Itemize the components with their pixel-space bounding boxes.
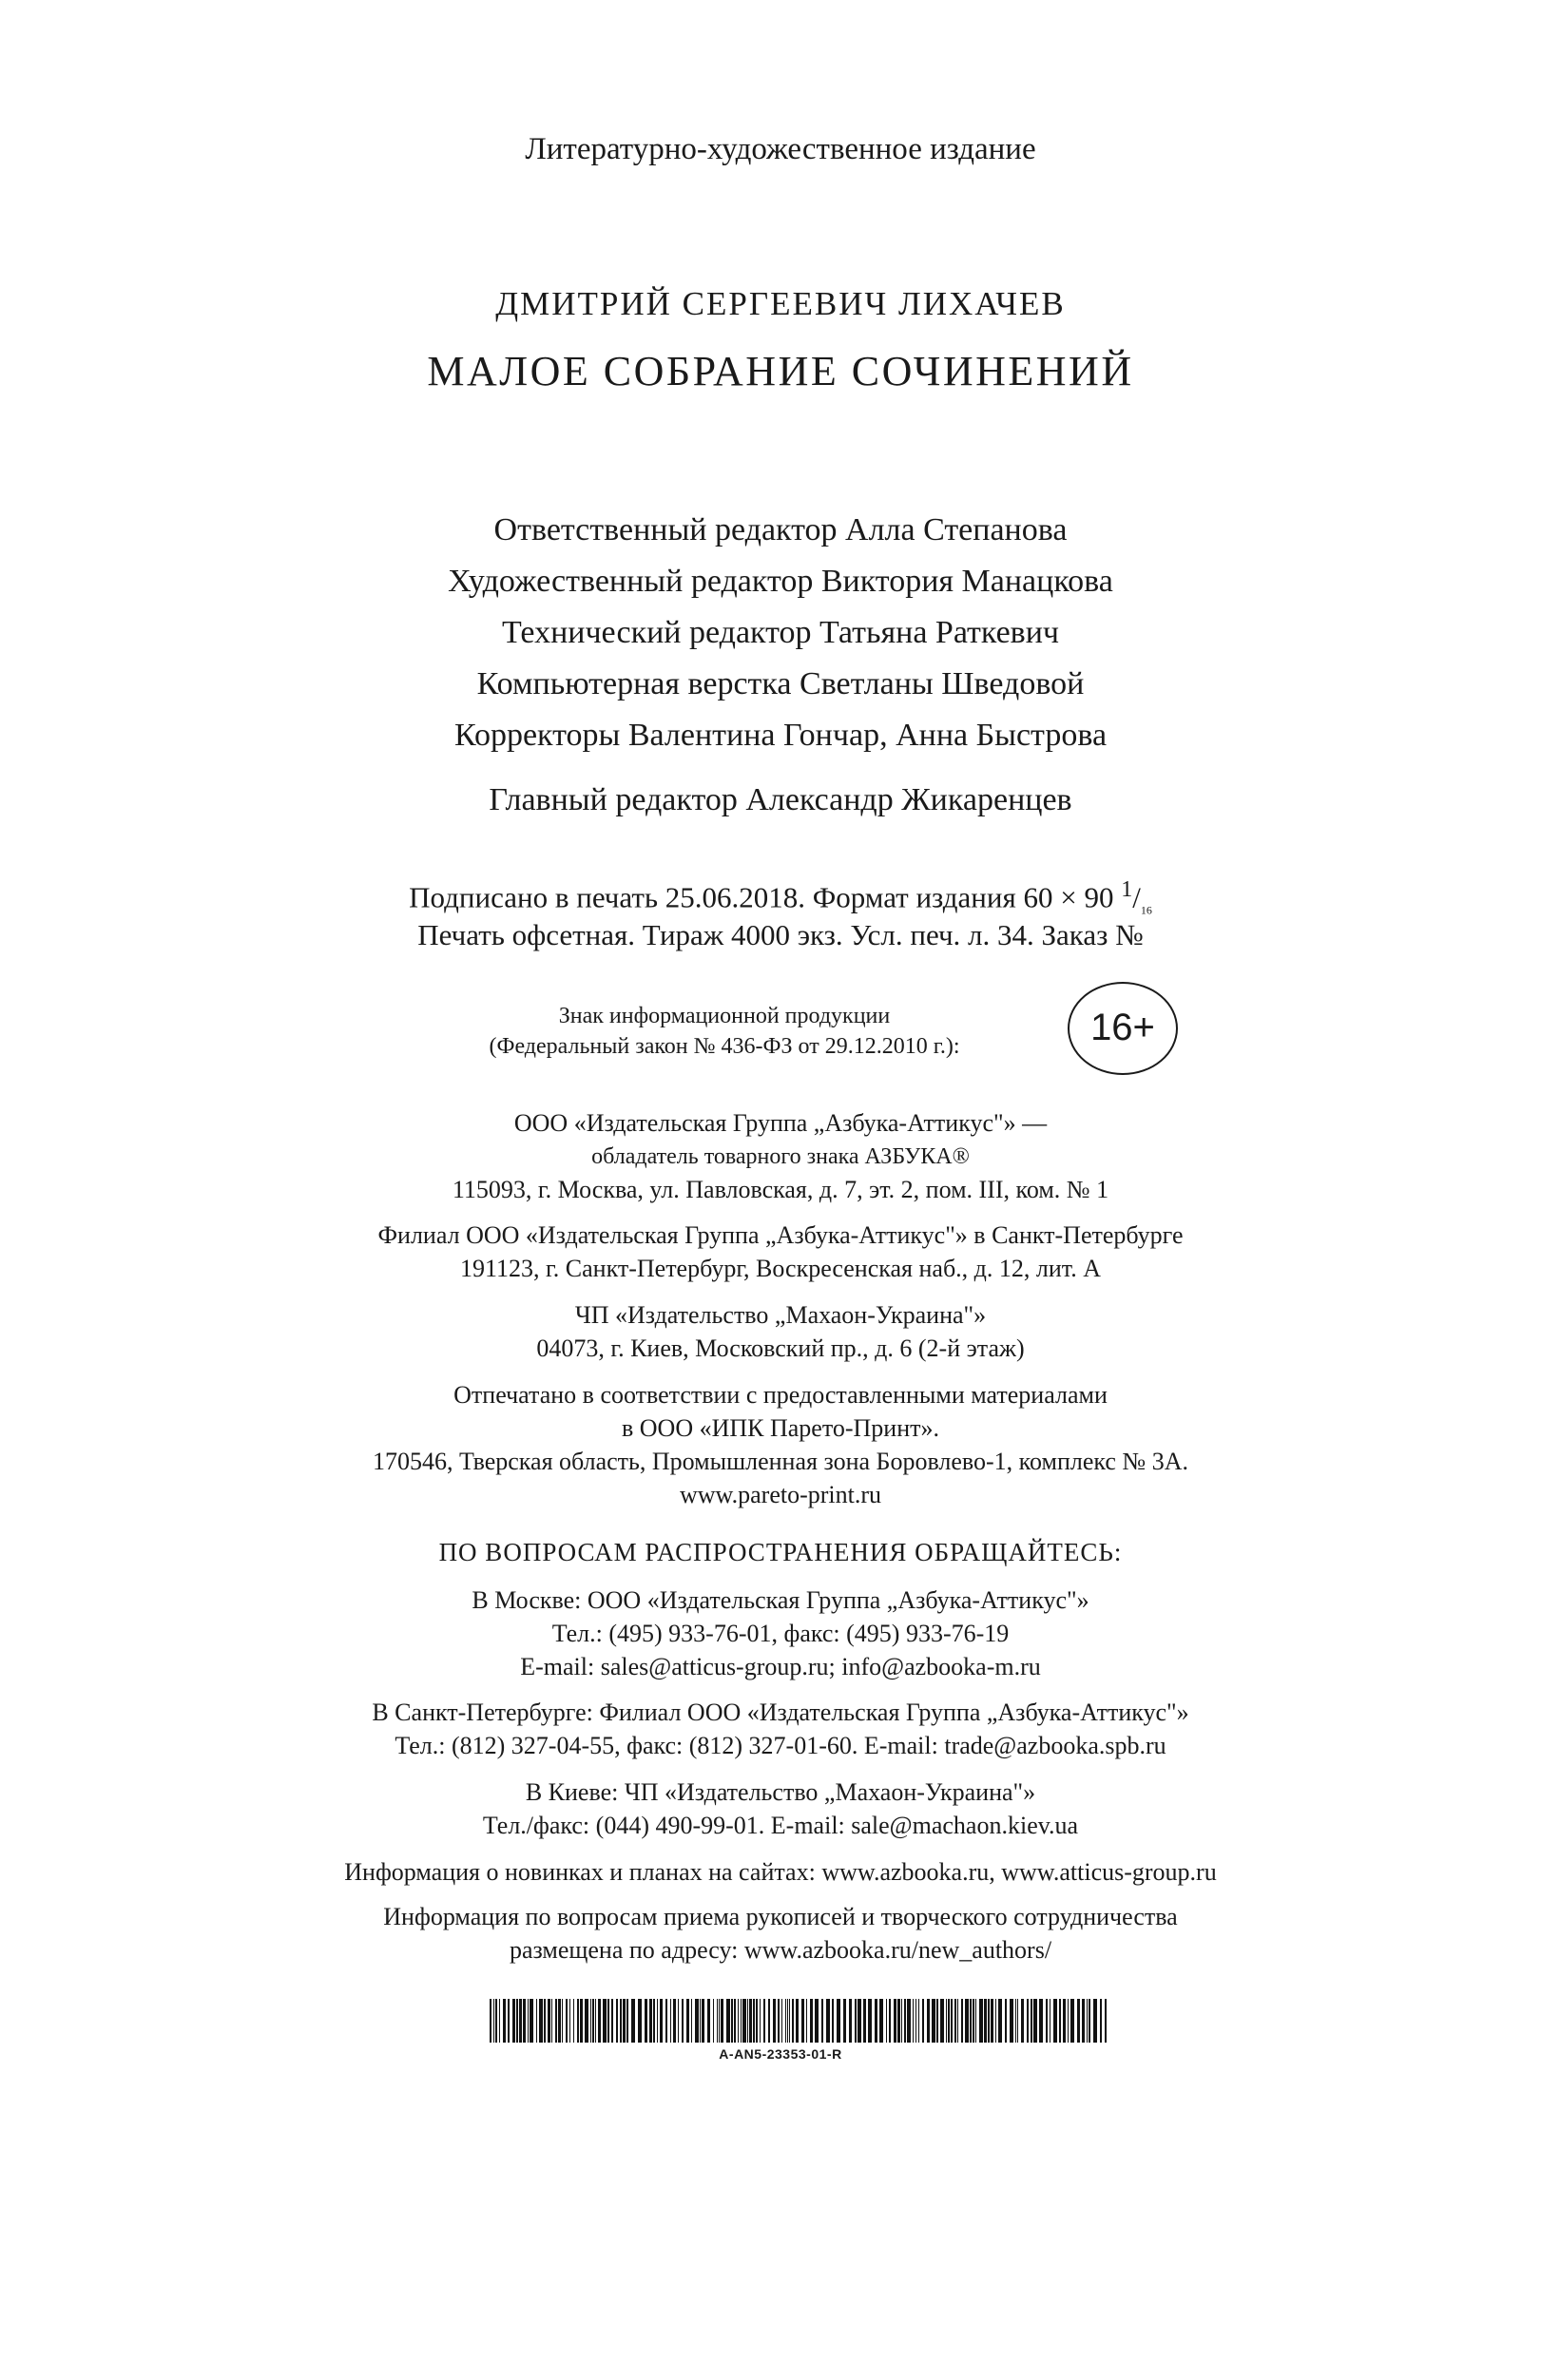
manuscripts-info-line2: размещена по адресу: www.azbooka.ru/new_authors/ — [509, 1936, 1052, 1964]
barcode-bar — [1105, 1999, 1107, 2043]
barcode-bar — [1087, 1999, 1088, 2043]
age-rating-label-line1: Знак информационной продукции — [558, 1004, 891, 1028]
print-info-text: Подписано в печать 25.06.2018. Формат издания 60 × 90 — [409, 880, 1122, 914]
barcode-bar — [747, 1999, 748, 2043]
barcode-bar — [954, 1999, 956, 2043]
barcode-bar — [855, 1999, 857, 2043]
barcode-bar — [801, 1999, 804, 2043]
barcode-bar — [645, 1999, 647, 2043]
printer-line: в ООО «ИПК Парето-Принт». — [621, 1414, 939, 1442]
barcode-bar — [592, 1999, 594, 2043]
websites-info: Информация о новинках и планах на сайтах: www.azbooka.ru, www.atticus-group.ru — [344, 1858, 1217, 1886]
barcode-bar — [1015, 1999, 1016, 2043]
barcode-bar — [1005, 1999, 1007, 2043]
barcode-bar — [702, 1999, 704, 2043]
barcode-bar — [889, 1999, 891, 2043]
barcode-bar — [530, 1999, 533, 2043]
barcode-bar — [721, 1999, 723, 2043]
print-info-line1: Подписано в печать 25.06.2018. Формат издания 60 × 90 $^1/_{16}$ — [409, 877, 1152, 917]
publisher-line: ООО «Издательская Группа „Азбука-Аттикус"» — — [513, 1109, 1048, 1137]
format-denominator: 16 — [1140, 903, 1152, 917]
barcode-bar — [975, 1999, 976, 2043]
barcode-bar — [970, 1999, 972, 2043]
credit-line: Художественный редактор Виктория Манацкова — [448, 564, 1113, 599]
barcode-bar — [904, 1999, 906, 2043]
barcode-bar — [585, 1999, 588, 2043]
barcode-bar — [1063, 1999, 1066, 2043]
barcode-bar — [536, 1999, 537, 2043]
barcode-bar — [756, 1999, 758, 2043]
barcode-bar — [763, 1999, 765, 2043]
barcode-bar — [1017, 1999, 1018, 2043]
barcode-bar — [731, 1999, 733, 2043]
barcode-bar — [611, 1999, 613, 2043]
barcode-bar — [691, 1999, 692, 2043]
branch-spb-line: Филиал ООО «Издательская Группа „Азбука-Аттикус"» в Санкт-Петербурге — [377, 1221, 1184, 1249]
barcode-bar — [539, 1999, 543, 2043]
barcode-bar — [951, 1999, 953, 2043]
publisher-address: 115093, г. Москва, ул. Павловская, д. 7, эт. 2, пом. III, ком. № 1 — [452, 1176, 1109, 1203]
barcode-bar — [673, 1999, 676, 2043]
barcode-bar — [607, 1999, 609, 2043]
barcode-bar — [580, 1999, 583, 2043]
barcode-bar — [508, 1999, 510, 2043]
barcode-bar — [707, 1999, 710, 2043]
barcode-bar — [832, 1999, 834, 2043]
printer-address: 170546, Тверская область, Промышленная зона Боровлево-1, комплекс № 3А. — [373, 1448, 1188, 1475]
barcode-bar — [523, 1999, 526, 2043]
barcode-bar — [490, 1999, 491, 2043]
branch-spb-address: 191123, г. Санкт-Петербург, Воскресенская наб., д. 12, лит. А — [460, 1255, 1101, 1282]
barcode-bar — [1070, 1999, 1074, 2043]
barcode-bar — [544, 1999, 546, 2043]
age-rating-label-line2: (Федеральный закон № 436-ФЗ от 29.12.2010 г.): — [489, 1034, 960, 1059]
barcode-bar — [719, 1999, 720, 2043]
barcode-bar — [781, 1999, 782, 2043]
barcode-bar — [879, 1999, 883, 2043]
barcode-bar — [1033, 1999, 1037, 2043]
author-name: ДМИТРИЙ СЕРГЕЕВИЧ ЛИХАЧЕВ — [495, 285, 1066, 322]
barcode-bar — [886, 1999, 887, 2043]
contacts-spb-phone: Тел.: (812) 327-04-55, факс: (812) 327-01-60. E-mail: trade@azbooka.spb.ru — [395, 1732, 1166, 1759]
barcode-bar — [897, 1999, 900, 2043]
barcode-bar — [768, 1999, 770, 2043]
barcode-bar — [573, 1999, 574, 2043]
barcode-bar — [948, 1999, 950, 2043]
credit-line: Корректоры Валентина Гончар, Анна Быстрова — [453, 718, 1108, 753]
barcode-bar — [1053, 1999, 1057, 2043]
barcode-bar — [995, 1999, 996, 2043]
barcode-bar — [665, 1999, 667, 2043]
barcode-bar — [922, 1999, 924, 2043]
barcode — [490, 1999, 1112, 2043]
barcode-bar — [773, 1999, 776, 2043]
publisher-line: обладатель товарного знака АЗБУКА® — [591, 1144, 970, 1169]
barcode-bar — [815, 1999, 819, 2043]
barcode-bar — [741, 1999, 742, 2043]
barcode-bar — [670, 1999, 671, 2043]
barcode-bar — [657, 1999, 658, 2043]
barcode-bar — [577, 1999, 579, 2043]
barcode-bar — [548, 1999, 550, 2043]
barcode-bar — [915, 1999, 916, 2043]
barcode-bar — [760, 1999, 761, 2043]
barcode-bar — [503, 1999, 506, 2043]
barcode-bar — [946, 1999, 947, 2043]
barcode-bar — [806, 1999, 807, 2043]
barcode-bar — [749, 1999, 752, 2043]
barcode-bar — [837, 1999, 840, 2043]
credit-line: Компьютерная верстка Светланы Шведовой — [476, 666, 1085, 701]
barcode-bar — [843, 1999, 846, 2043]
barcode-bar — [516, 1999, 518, 2043]
barcode-bar — [700, 1999, 701, 2043]
barcode-bar — [551, 1999, 552, 2043]
barcode-bar — [555, 1999, 557, 2043]
barcode-bar — [1089, 1999, 1090, 2043]
barcode-bar — [858, 1999, 861, 2043]
barcode-bar — [649, 1999, 652, 2043]
barcode-bar — [1031, 1999, 1032, 2043]
barcode-bar — [778, 1999, 780, 2043]
barcode-bar — [927, 1999, 930, 2043]
barcode-bar — [789, 1999, 790, 2043]
print-info-line2: Печать офсетная. Тираж 4000 экз. Усл. печ. л. 34. Заказ № — [417, 918, 1144, 951]
barcode-bar — [631, 1999, 635, 2043]
barcode-bar — [796, 1999, 799, 2043]
barcode-bar — [957, 1999, 958, 2043]
barcode-bar — [792, 1999, 794, 2043]
contacts-heading: ПО ВОПРОСАМ РАСПРОСТРАНЕНИЯ ОБРАЩАЙТЕСЬ: — [438, 1538, 1123, 1566]
barcode-bar — [849, 1999, 852, 2043]
ukraine-line: ЧП «Издательство „Махаон-Украина"» — [574, 1301, 987, 1329]
barcode-bar — [626, 1999, 628, 2043]
credit-line: Технический редактор Татьяна Раткевич — [501, 615, 1060, 650]
barcode-bar — [590, 1999, 591, 2043]
barcode-bar — [616, 1999, 618, 2043]
barcode-bar — [821, 1999, 823, 2043]
barcode-bar — [1093, 1999, 1097, 2043]
barcode-bar — [638, 1999, 642, 2043]
ukraine-address: 04073, г. Киев, Московский пр., д. 6 (2-й этаж) — [536, 1334, 1025, 1362]
barcode-bar — [965, 1999, 969, 2043]
book-title: МАЛОЕ СОБРАНИЕ СОЧИНЕНИЙ — [427, 348, 1134, 394]
contacts-moscow-line: В Москве: ООО «Издательская Группа „Азбука-Аттикус"» — [472, 1586, 1089, 1614]
barcode-bar — [603, 1999, 607, 2043]
barcode-bar — [1059, 1999, 1061, 2043]
barcode-bar — [875, 1999, 877, 2043]
barcode-bar — [695, 1999, 699, 2043]
series-label: Литературно-художественное издание — [525, 132, 1036, 166]
barcode-bar — [1077, 1999, 1080, 2043]
barcode-bar — [678, 1999, 679, 2043]
printer-line: Отпечатано в соответствии с предоставленными материалами — [453, 1381, 1108, 1409]
contacts-moscow-email: E-mail: sales@atticus-group.ru; info@azbooka-m.ru — [520, 1653, 1041, 1680]
barcode-bar — [569, 1999, 570, 2043]
barcode-bar — [936, 1999, 938, 2043]
barcode-bar — [499, 1999, 500, 2043]
barcode-bar — [894, 1999, 896, 2043]
contacts-kiev-phone: Тел./факс: (044) 490-99-01. E-mail: sale@machaon.kiev.ua — [482, 1812, 1079, 1839]
barcode-bar — [493, 1999, 494, 2043]
barcode-bar — [932, 1999, 935, 2043]
barcode-bar — [1027, 1999, 1029, 2043]
barcode-bar — [620, 1999, 622, 2043]
contacts-spb-line: В Санкт-Петербурге: Филиал ООО «Издательская Группа „Азбука-Аттикус"» — [372, 1699, 1189, 1726]
barcode-bar — [913, 1999, 914, 2043]
barcode-bar — [519, 1999, 522, 2043]
barcode-bar — [940, 1999, 944, 2043]
barcode-bar — [984, 1999, 987, 2043]
age-rating-label — [420, 1001, 1029, 1062]
barcode-bar — [753, 1999, 755, 2043]
barcode-bar — [1046, 1999, 1048, 2043]
barcode-bar — [998, 1999, 1002, 2043]
format-numerator: 1 — [1121, 877, 1133, 902]
barcode-bar — [660, 1999, 663, 2043]
barcode-bar — [979, 1999, 983, 2043]
barcode-bar — [868, 1999, 872, 2043]
barcode-bar — [1039, 1999, 1043, 2043]
barcode-bar — [566, 1999, 568, 2043]
barcode-bar — [826, 1999, 830, 2043]
barcode-bar — [512, 1999, 515, 2043]
barcode-bar — [810, 1999, 813, 2043]
chief-editor: Главный редактор Александр Жикаренцев — [489, 782, 1072, 817]
manuscripts-info-line1: Информация по вопросам приема рукописей и творческого сотрудничества — [383, 1903, 1178, 1930]
barcode-bar — [863, 1999, 866, 2043]
barcode-bar — [1100, 1999, 1102, 2043]
barcode-bar — [742, 1999, 746, 2043]
barcode-bar — [653, 1999, 655, 2043]
printer-website: www.pareto-print.ru — [679, 1481, 882, 1508]
barcode-bar — [1010, 1999, 1013, 2043]
barcode-bar — [713, 1999, 714, 2043]
barcode-bar — [562, 1999, 563, 2043]
credit-line: Ответственный редактор Алла Степанова — [493, 512, 1068, 547]
barcode-bar — [918, 1999, 919, 2043]
barcode-bar — [907, 1999, 911, 2043]
barcode-bar — [595, 1999, 596, 2043]
barcode-number: A-AN5-23353-01-R — [719, 2046, 842, 2062]
barcode-bar — [991, 1999, 993, 2043]
barcode-bar — [901, 1999, 902, 2043]
barcode-bar — [686, 1999, 689, 2043]
barcode-bar — [787, 1999, 788, 2043]
barcode-bar — [623, 1999, 626, 2043]
contacts-moscow-phone: Тел.: (495) 933-76-01, факс: (495) 933-76-19 — [551, 1620, 1010, 1647]
age-rating-badge: 16+ — [1068, 982, 1178, 1075]
barcode-bar — [988, 1999, 990, 2043]
barcode-bar — [738, 1999, 739, 2043]
barcode-bar — [726, 1999, 730, 2043]
contacts-kiev-line: В Киеве: ЧП «Издательство „Махаон-Украина"» — [525, 1778, 1036, 1806]
barcode-bar — [1082, 1999, 1085, 2043]
barcode-bar — [734, 1999, 736, 2043]
barcode-bar — [717, 1999, 718, 2043]
barcode-bar — [682, 1999, 684, 2043]
barcode-bar — [973, 1999, 974, 2043]
barcode-bar — [785, 1999, 786, 2043]
barcode-bar — [1021, 1999, 1024, 2043]
barcode-bar — [961, 1999, 963, 2043]
barcode-bar — [495, 1999, 497, 2043]
barcode-bar — [598, 1999, 601, 2043]
barcode-bar — [558, 1999, 561, 2043]
barcode-bar — [528, 1999, 529, 2043]
barcode-bar — [1068, 1999, 1069, 2043]
